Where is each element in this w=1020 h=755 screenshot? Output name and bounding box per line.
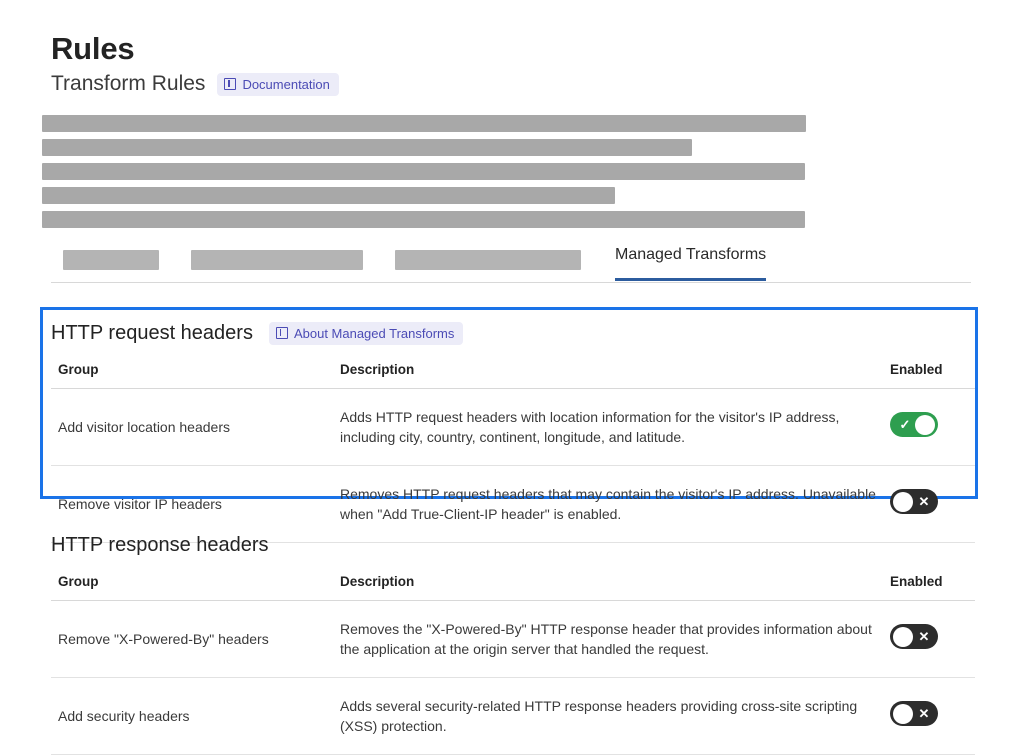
tab-placeholder-3[interactable]	[395, 250, 581, 270]
placeholder-bar	[42, 211, 805, 228]
toggle-knob	[915, 415, 935, 435]
table-row	[51, 601, 975, 678]
row-group-label: Remove visitor IP headers	[51, 466, 340, 543]
section-title-row	[51, 318, 968, 348]
documentation-link-label: Documentation	[242, 76, 330, 92]
placeholder-bar	[42, 115, 806, 132]
request-headers-table	[51, 362, 975, 543]
section-http-response-headers	[51, 530, 968, 755]
row-group-label: Add security headers	[51, 678, 340, 755]
toggle-add-security-headers[interactable]	[890, 701, 938, 726]
toggle-knob	[893, 627, 913, 647]
row-group-label: Add visitor location headers	[51, 389, 340, 466]
row-enabled-cell	[890, 389, 975, 466]
row-description: Removes the "X-Powered-By" HTTP response header that provides information about the application at the origin server that handled the request.	[340, 601, 890, 678]
section-title-row	[51, 530, 968, 560]
tab-placeholder-2[interactable]	[191, 250, 363, 270]
column-header-description: Description	[340, 362, 890, 389]
tab-bar	[51, 244, 971, 283]
row-enabled-cell	[890, 601, 975, 678]
column-header-enabled: Enabled	[890, 362, 975, 389]
tab-managed-transforms[interactable]: Managed Transforms	[615, 244, 766, 281]
column-header-enabled: Enabled	[890, 574, 975, 601]
about-managed-transforms-link[interactable]	[269, 322, 463, 345]
placeholder-bar	[42, 139, 692, 156]
placeholder-bar	[42, 187, 615, 204]
section-title: HTTP response headers	[51, 533, 269, 556]
table-row	[51, 389, 975, 466]
page-subtitle: Transform Rules	[51, 72, 206, 95]
book-icon	[224, 78, 236, 90]
table-header-row	[51, 362, 975, 389]
column-header-description: Description	[340, 574, 890, 601]
subtitle-row	[51, 72, 339, 96]
column-header-group: Group	[51, 574, 340, 601]
content-placeholder-block	[42, 115, 972, 235]
toggle-knob	[893, 492, 913, 512]
row-description: Adds several security-related HTTP response headers providing cross-site scripting (XSS) protection.	[340, 678, 890, 755]
table-header-row	[51, 574, 975, 601]
placeholder-bar	[42, 163, 805, 180]
toggle-remove-visitor-ip-headers[interactable]	[890, 489, 938, 514]
book-icon	[276, 327, 288, 339]
column-header-group: Group	[51, 362, 340, 389]
cross-icon: ✕	[918, 706, 930, 721]
toggle-knob	[893, 704, 913, 724]
about-managed-transforms-label: About Managed Transforms	[293, 325, 455, 341]
check-icon: ✓	[899, 417, 911, 432]
tab-placeholder-1[interactable]	[63, 250, 159, 270]
page-title: Rules	[51, 31, 135, 66]
section-title: HTTP request headers	[51, 321, 253, 344]
section-http-request-headers	[51, 318, 968, 543]
cross-icon: ✕	[918, 629, 930, 644]
response-headers-table	[51, 574, 975, 755]
cross-icon: ✕	[918, 494, 930, 509]
row-group-label: Remove "X-Powered-By" headers	[51, 601, 340, 678]
page-header	[51, 30, 339, 96]
toggle-remove-x-powered-by-headers[interactable]	[890, 624, 938, 649]
row-description: Removes HTTP request headers that may contain the visitor's IP address. Unavailable when "Add True-Client-IP header" is enabled.	[340, 466, 890, 543]
row-description: Adds HTTP request headers with location information for the visitor's IP address, including city, country, continent, longitude, and latitude.	[340, 389, 890, 466]
toggle-add-visitor-location-headers[interactable]	[890, 412, 938, 437]
documentation-link[interactable]	[217, 73, 338, 96]
